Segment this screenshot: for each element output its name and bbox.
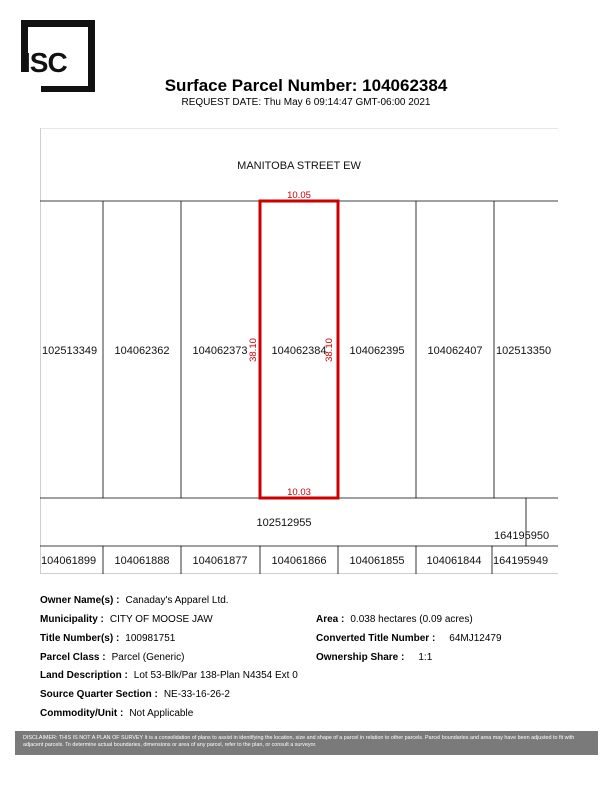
- disclaimer: DISCLAIMER: THIS IS NOT A PLAN OF SURVEY It is a consolidation of plans to assist in identifying the location, size and shape of a parcel in relation to other parcels. Parcel boundaries and area may have been adjusted to fit with adjacent parcels. To determine actual boundaries, dimensions or area of any parcel, refer to the plan, or consult a surveyor.: [15, 731, 598, 755]
- dimension-right: 38.10: [324, 338, 335, 362]
- parcel-label: 104061888: [114, 555, 170, 567]
- converted-title-label: Converted Title Number :: [316, 633, 436, 644]
- ownership-share-value: 1:1: [418, 652, 433, 663]
- municipality-label: Municipality :: [40, 614, 104, 625]
- page-title: Surface Parcel Number: 104062384: [164, 76, 448, 95]
- title-number-value: 100981751: [125, 633, 176, 644]
- title-number-row: [40, 633, 175, 644]
- parcel-label: 102513349: [42, 345, 98, 357]
- ownership-share-row: [316, 652, 432, 663]
- parcel-label: 104061866: [271, 555, 327, 567]
- parcel-label: 164195949: [493, 555, 549, 567]
- owner-label: Owner Name(s) :: [40, 595, 120, 606]
- converted-title-row: [316, 633, 502, 644]
- source-quarter-value: NE-33-16-26-2: [163, 689, 230, 700]
- area-value: 0.038 hectares (0.09 acres): [350, 614, 473, 625]
- municipality-value: CITY OF MOOSE JAW: [109, 614, 213, 625]
- parcel-label: 104062362: [114, 345, 170, 357]
- commodity-value: Not Applicable: [129, 708, 194, 719]
- source-quarter-label: Source Quarter Section :: [40, 689, 158, 700]
- lane-parcel-label: 102512955: [256, 517, 312, 529]
- subject-parcel-label: 104062384: [271, 345, 327, 357]
- municipality-row: [40, 614, 213, 625]
- parcel-label: 104062395: [349, 345, 405, 357]
- owner-row: [40, 595, 229, 606]
- area-row: [316, 614, 473, 625]
- source-quarter-row: [40, 689, 230, 700]
- parcel-label: 102513350: [496, 345, 552, 357]
- logo-text: ISC: [23, 47, 67, 78]
- land-description-value: Lot 53-Blk/Par 138-Plan N4354 Ext 0: [133, 670, 298, 681]
- area-label: Area :: [316, 614, 345, 625]
- parcel-label: 104062373: [192, 345, 248, 357]
- converted-title-value: 64MJ12479: [449, 633, 502, 644]
- parcel-class-label: Parcel Class :: [40, 652, 106, 663]
- ownership-share-label: Ownership Share :: [316, 652, 405, 663]
- corner-parcel-label: 164195950: [494, 530, 550, 542]
- land-description-row: [40, 670, 298, 681]
- commodity-row: [40, 708, 193, 719]
- parcel-label: 104061844: [426, 555, 482, 567]
- parcel-class-row: [40, 652, 184, 663]
- parcel-map: [40, 128, 558, 574]
- parcel-label: 104061855: [349, 555, 405, 567]
- title-number-label: Title Number(s) :: [40, 633, 120, 644]
- owner-value: Canaday's Apparel Ltd.: [125, 595, 229, 606]
- parcel-label: 104061877: [192, 555, 248, 567]
- street-label: MANITOBA STREET EW: [237, 160, 361, 172]
- dimension-top: 10.05: [287, 190, 311, 201]
- request-date: REQUEST DATE: Thu May 6 09:14:47 GMT-06:00 2021: [181, 97, 431, 108]
- land-description-label: Land Description :: [40, 670, 128, 681]
- parcel-label: 104062407: [427, 345, 483, 357]
- dimension-left: 38.10: [248, 338, 259, 362]
- parcel-class-value: Parcel (Generic): [111, 652, 185, 663]
- commodity-label: Commodity/Unit :: [40, 708, 124, 719]
- dimension-bottom: 10.03: [287, 487, 311, 498]
- parcel-label: 104061899: [41, 555, 97, 567]
